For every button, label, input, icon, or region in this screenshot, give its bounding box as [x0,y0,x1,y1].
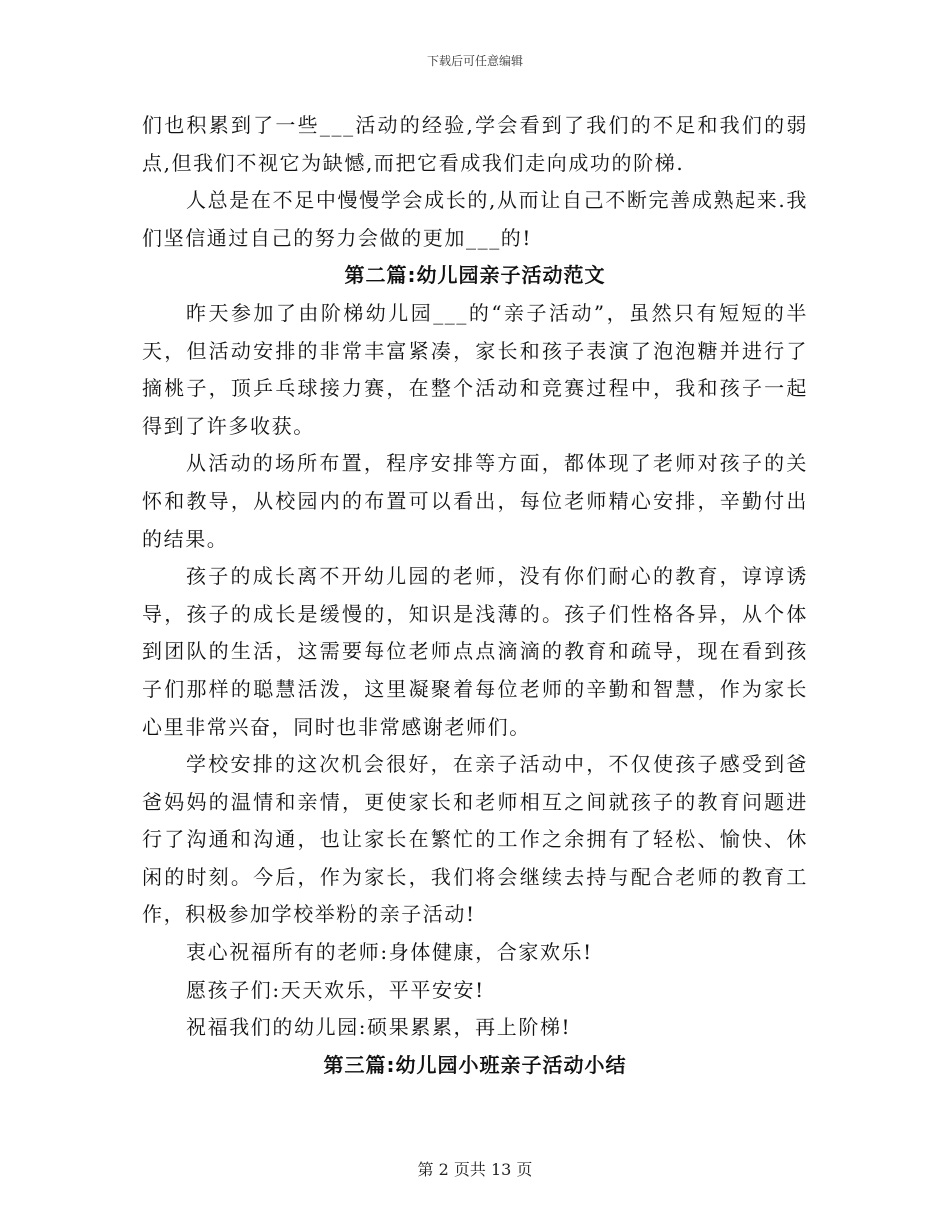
blessing-line: 祝福我们的幼儿园:硕果累累，再上阶梯! [186,1015,572,1040]
section-heading-3: 第三篇:幼儿园小班亲子活动小结 [323,1052,627,1077]
section-heading-2: 第二篇:幼儿园亲子活动范文 [344,263,606,288]
paragraph: 昨天参加了由阶梯幼儿园___的“亲子活动”，虽然只有短短的半天，但活动安排的非常丰富紧凑，家长和孩子表演了泡泡糖并进行了摘桃子，顶乒乓球接力赛，在整个活动和竞赛过程中，我和孩子一起得到了许多收获。 [142,300,808,438]
page-footer: 第 2 页共 13 页 [417,1160,533,1179]
paragraph-continuation: 们也积累到了一些___活动的经验,学会看到了我们的不足和我们的弱点,但我们不视它为缺憾,而把它看成我们走向成功的阶梯. [142,113,808,175]
document-body [142,107,808,1084]
paragraph: 学校安排的这次机会很好，在亲子活动中，不仅使孩子感受到爸爸妈妈的温情和亲情，更使家长和老师相互之间就孩子的教育问题进行了沟通和沟通，也让家长在繁忙的工作之余拥有了轻松、愉快、休闲的时刻。今后，作为家长，我们将会继续去持与配合老师的教育工作，积极参加学校举粉的亲子活动! [142,752,808,927]
page-header: 下载后可任意编辑 [426,54,523,68]
paragraph: 从活动的场所布置，程序安排等方面，都体现了老师对孩子的关怀和教导，从校园内的布置可以看出，每位老师精心安排，辛勤付出的结果。 [142,451,808,551]
paragraph: 人总是在不足中慢慢学会成长的,从而让自己不断完善成熟起来.我们坚信通过自己的努力会做的更加___的! [142,188,808,250]
blessing-line: 愿孩子们:天天欢乐，平平安安! [186,977,485,1002]
blessing-line: 衷心祝福所有的老师:身体健康，合家欢乐! [186,940,593,965]
paragraph: 孩子的成长离不开幼儿园的老师，没有你们耐心的教育，谆谆诱导，孩子的成长是缓慢的，知识是浅薄的。孩子们性格各异，从个体到团队的生活，这需要每位老师点点滴滴的教育和疏导，现在看到孩子们那样的聪慧活泼，这里凝聚着每位老师的辛勤和智慧，作为家长心里非常兴奋，同时也非常感谢老师们。 [142,564,808,739]
